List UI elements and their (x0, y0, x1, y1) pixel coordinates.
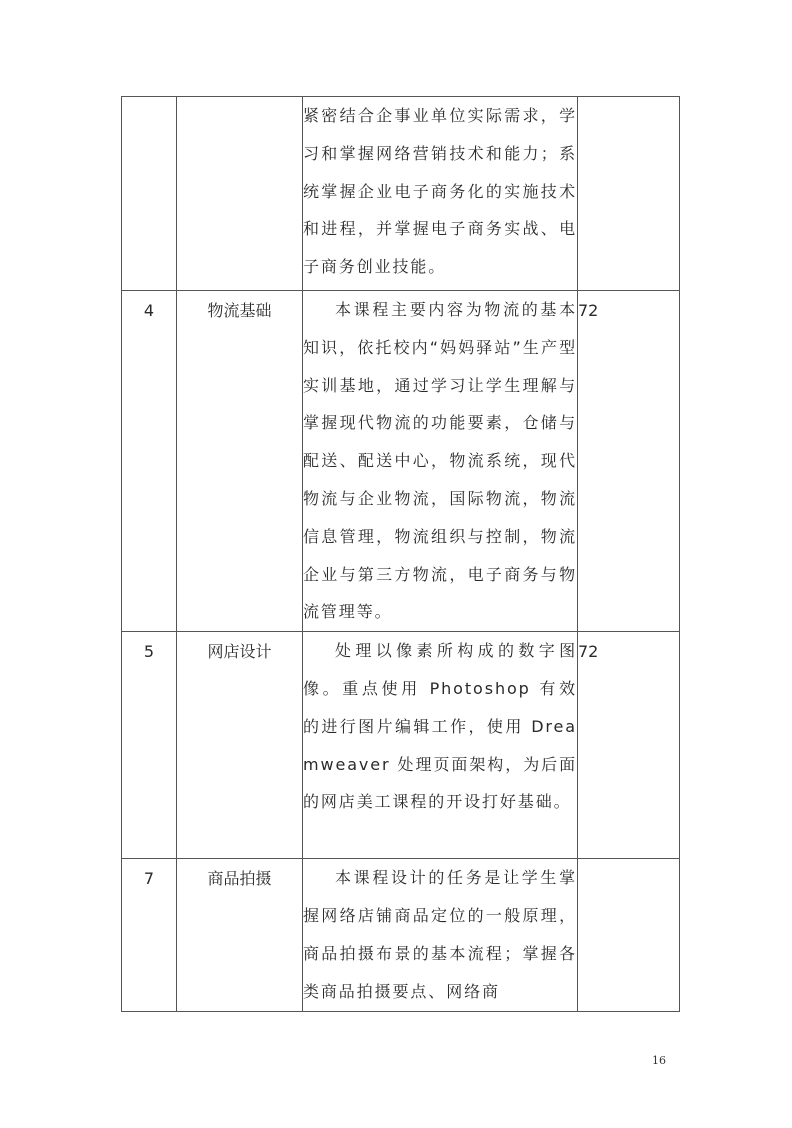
table-row (122, 97, 680, 291)
table-row (122, 291, 680, 632)
course-description-cell: 紧密结合企事业单位实际需求，学习和掌握网络营销技术和能力；系统掌握企业电子商务化的实施技术和进程，并掌握电子商务实战、电子商务创业技能。 (303, 97, 578, 291)
course-number-cell: 4 (122, 291, 177, 632)
course-hours-cell: 72 (578, 632, 680, 859)
course-number-cell: 5 (122, 632, 177, 859)
course-description-cell: 处理以像素所构成的数字图像。重点使用 Photoshop 有效的进行图片编辑工作，使用 Dreamweaver 处理页面架构，为后面的网店美工课程的开设打好基础。 (303, 632, 578, 859)
course-hours-cell: 72 (578, 291, 680, 632)
course-name-cell (177, 97, 303, 291)
page-number: 16 (652, 1054, 666, 1067)
course-name-cell: 网店设计 (177, 632, 303, 859)
course-name-cell: 物流基础 (177, 291, 303, 632)
course-name-cell: 商品拍摄 (177, 859, 303, 1012)
course-description-cell: 本课程主要内容为物流的基本知识，依托校内“妈妈驿站”生产型实训基地，通过学习让学生理解与掌握现代物流的功能要素，仓储与配送、配送中心，物流系统，现代物流与企业物流，国际物流，物流信息管理，物流组织与控制，物流企业与第三方物流，电子商务与物流管理等。 (303, 291, 578, 632)
course-table (121, 96, 680, 1012)
table-row (122, 859, 680, 1012)
course-description-cell: 本课程设计的任务是让学生掌握网络店铺商品定位的一般原理，商品拍摄布景的基本流程；掌握各类商品拍摄要点、网络商 (303, 859, 578, 1012)
course-hours-cell (578, 859, 680, 1012)
course-hours-cell (578, 97, 680, 291)
table-row (122, 632, 680, 859)
course-number-cell: 7 (122, 859, 177, 1012)
course-number-cell (122, 97, 177, 291)
